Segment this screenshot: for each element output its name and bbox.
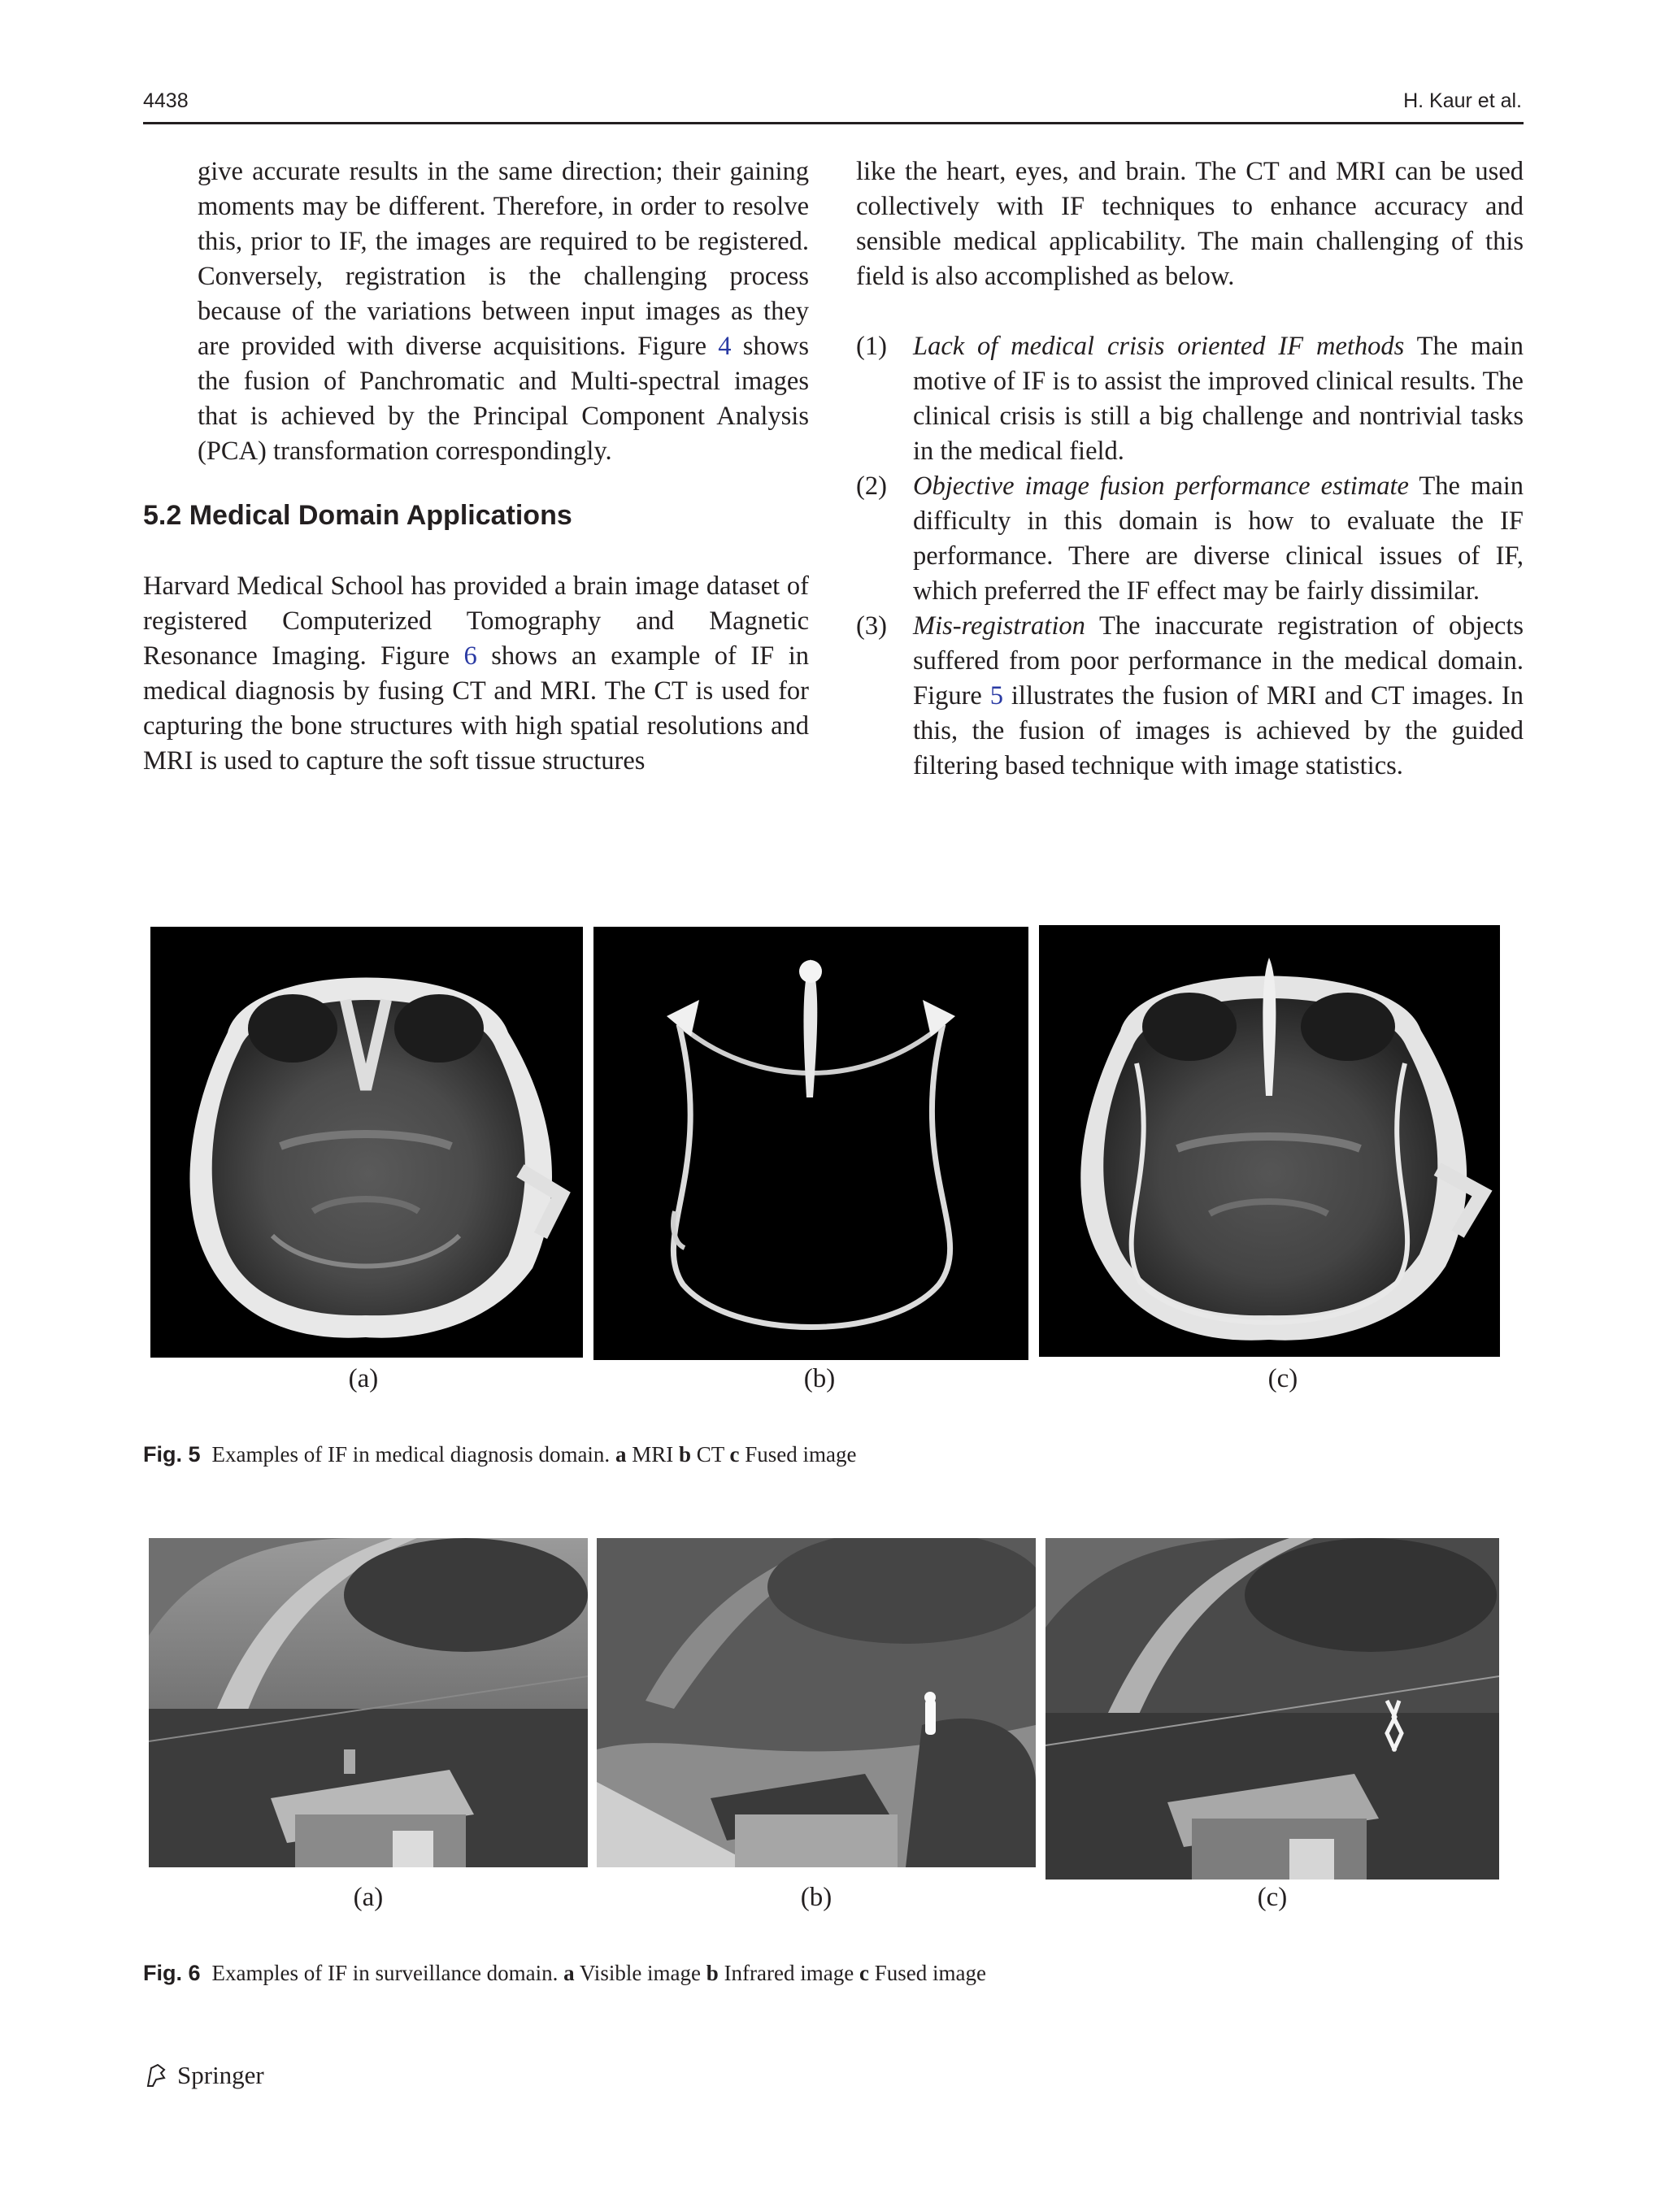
caption-text: Visible image xyxy=(574,1961,706,1985)
list-number: (2) xyxy=(856,472,887,501)
publisher-name: Springer xyxy=(177,2061,264,2089)
infrared-image xyxy=(597,1538,1036,1867)
fig6-sublabel-b: (b) xyxy=(800,1883,832,1912)
paragraph-text: Harvard Medical School has provided a brain image dataset of registered Computerized Tomography and Magnetic Resonance Imaging. Figure xyxy=(143,571,809,671)
list-term: Lack of medical crisis oriented IF methods xyxy=(913,332,1405,361)
figure-5-link[interactable]: 5 xyxy=(989,681,1003,711)
fig5-sublabel-a: (a) xyxy=(348,1364,379,1393)
paragraph-text: shows the fusion of Panchromatic and Multi-spectral images that is achieved by the Principal Component Analysis (PCA) transformation correspondingly. xyxy=(198,332,809,466)
list-text: The inaccurate registration of objects suffered from poor performance in the medical domain. Figure xyxy=(913,611,1524,711)
section-heading: 5.2 Medical Domain Applications xyxy=(143,500,572,531)
list-item xyxy=(856,329,1524,469)
running-head: H. Kaur et al. xyxy=(1403,89,1522,112)
caption-text: Examples of IF in surveillance domain. xyxy=(211,1961,564,1985)
caption-text: MRI xyxy=(626,1442,679,1467)
list-text: illustrates the fusion of MRI and CT images. In this, the fusion of images is achieved by the guided filtering based technique with image statistics. xyxy=(913,681,1524,780)
figure-label: Fig. 6 xyxy=(143,1961,201,1985)
list-term: Mis-registration xyxy=(913,611,1085,641)
ct-image xyxy=(593,927,1028,1360)
list-number: (3) xyxy=(856,611,887,641)
paragraph-text: give accurate results in the same direction; their gaining moments may be different. Therefore, in order to resolve this, prior to IF, the images are required to be registered. Conversely, registration is the challenging process because of the variations between input images as they are provided with diverse acquisitions. Figure xyxy=(198,157,809,361)
list-text: The main difficulty in this domain is how to evaluate the IF performance. There are diverse clinical issues of IF, which preferred the IF effect may be fairly dissimilar. xyxy=(913,472,1524,606)
fig6-sublabel-a: (a) xyxy=(353,1883,384,1912)
caption-key: a xyxy=(615,1442,627,1467)
fig6-sublabel-c: (c) xyxy=(1257,1883,1288,1912)
caption-text: Fused image xyxy=(739,1442,857,1467)
figure-5-caption xyxy=(143,1442,856,1467)
paragraph-text: shows an example of IF in medical diagnosis by fusing CT and MRI. The CT is used for capturing the bone structures with high spatial resolutions and MRI is used to capture the soft tissue structures xyxy=(143,641,809,776)
left-paragraph-2 xyxy=(143,569,809,779)
springer-logo xyxy=(143,2061,264,2090)
figure-label: Fig. 5 xyxy=(143,1442,201,1467)
caption-text: CT xyxy=(690,1442,730,1467)
caption-text: Examples of IF in medical diagnosis domain. xyxy=(211,1442,615,1467)
right-paragraph-1 xyxy=(856,154,1524,294)
list-term: Objective image fusion performance estimate xyxy=(913,472,1409,501)
challenge-list xyxy=(856,329,1524,784)
caption-key: a xyxy=(563,1961,575,1985)
list-item xyxy=(856,609,1524,784)
header-rule xyxy=(143,122,1524,124)
caption-key: b xyxy=(678,1442,691,1467)
caption-text: Infrared image xyxy=(718,1961,859,1985)
fig5-sublabel-c: (c) xyxy=(1267,1364,1298,1393)
list-number: (1) xyxy=(856,332,887,361)
page-number: 4438 xyxy=(143,89,189,112)
mri-image xyxy=(150,927,583,1358)
caption-text: Fused image xyxy=(868,1961,986,1985)
figure-4-link[interactable]: 4 xyxy=(718,332,732,361)
figure-6-caption xyxy=(143,1961,986,1986)
fused-medical-image xyxy=(1039,925,1500,1357)
fig5-sublabel-b: (b) xyxy=(803,1364,836,1393)
visible-image xyxy=(149,1538,588,1867)
springer-horse-icon xyxy=(143,2062,171,2089)
paragraph-text: like the heart, eyes, and brain. The CT and MRI can be used collectively with IF techniques to enhance accuracy and sensible medical applicability. The main challenging of this field is also accomplished as below. xyxy=(856,157,1524,291)
list-item xyxy=(856,469,1524,609)
figure-6-link[interactable]: 6 xyxy=(463,641,477,671)
list-text: The main motive of IF is to assist the improved clinical results. The clinical crisis is still a big challenge and nontrivial tasks in the medical field. xyxy=(913,332,1524,466)
caption-key: c xyxy=(729,1442,740,1467)
caption-key: b xyxy=(706,1961,719,1985)
left-paragraph-1 xyxy=(198,154,809,469)
caption-key: c xyxy=(859,1961,869,1985)
fused-surveillance-image xyxy=(1046,1538,1499,1880)
